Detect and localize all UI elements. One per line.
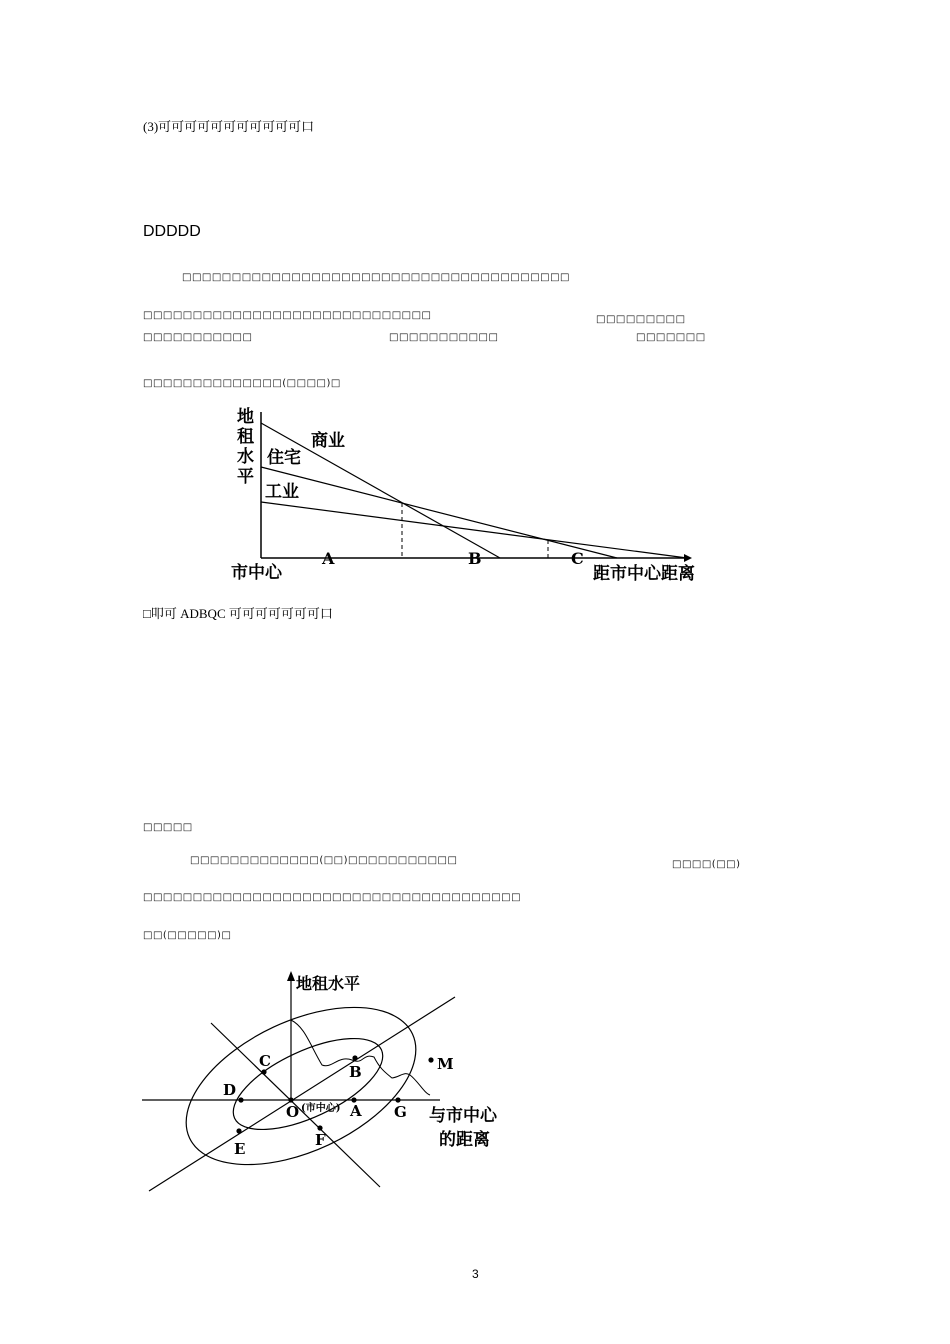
section-2-label: □□□□□ [143,822,193,833]
label-c: C [259,1052,271,1070]
section-heading: DDDDD [143,223,201,240]
point-b-label: B [468,549,482,568]
x-axis-label-line-1: 与市中心 [429,1106,497,1126]
label-a: A [350,1102,362,1120]
page-number: 3 [472,1267,479,1281]
point-m-dot [428,1057,433,1062]
label-m: M [437,1055,454,1073]
option-b-text: □□□□□□□□□□□ [389,332,499,343]
y-axis-label: 地租水平 [296,974,361,993]
industry-label: 工业 [265,482,299,502]
point-b-dot [352,1055,357,1060]
label-e: E [234,1140,246,1158]
paragraph-line-6: □□(□□□□□)□ [143,930,232,941]
point-f-dot [317,1125,322,1130]
label-f: F [315,1131,326,1149]
paragraph-line-2: □□□□□□□□□□□□□□□□□□□□□□□□□□□□□ [143,310,432,321]
y-axis-char-1: 地 [237,407,254,427]
point-c-label: C [571,549,584,568]
label-d: D [223,1081,237,1099]
point-e-dot [236,1128,241,1133]
city-center-label: (市中心) [301,1103,341,1114]
residential-line [261,467,617,558]
origin-label: 市中心 [231,563,282,583]
rent-contour-figure [140,965,520,1197]
y-axis-char-2: 租 [237,427,254,447]
point-d-dot [238,1097,243,1102]
outer-ellipse [162,975,440,1197]
label-o: O [286,1103,300,1121]
paragraph-line-3: □□□□□□□□□□□□□□(□□□□)□ [143,378,341,389]
paragraph-line-4-right: □□□□(□□) [672,859,741,870]
label-g: G [394,1103,407,1121]
question-3-line: (3)可可可可可可可可可可可口 [143,119,315,134]
x-axis-label: 距市中心距离 [593,564,695,584]
paragraph-line-4: □□□□□□□□□□□□□(□□)□□□□□□□□□□□ [190,855,458,866]
rent-distance-figure [225,398,725,588]
point-c-dot [261,1069,266,1074]
question-adbqc-line: □叩可 ADBQC 可可可可可可可口 [143,606,333,621]
residential-label: 住宅 [267,448,301,468]
commerce-label: 商业 [311,431,345,451]
option-a-text: □□□□□□□□□□□ [143,332,253,343]
point-o-dot [288,1097,293,1102]
y-axis-char-3: 水 [237,447,254,467]
paragraph-line-5: □□□□□□□□□□□□□□□□□□□□□□□□□□□□□□□□□□□□□□ [143,892,522,903]
label-b: B [349,1063,362,1081]
point-a-label: A [322,549,335,568]
point-g-dot [395,1097,400,1102]
paragraph-line-1: □□□□□□□□□□□□□□□□□□□□□□□□□□□□□□□□□□□□□□□ [182,272,570,283]
y-axis-char-4: 平 [237,467,254,487]
paragraph-line-2-right: □□□□□□□□□ [596,314,686,325]
option-c-text: □□□□□□□ [636,332,706,343]
x-axis-label-line-2: 的距离 [439,1130,490,1150]
